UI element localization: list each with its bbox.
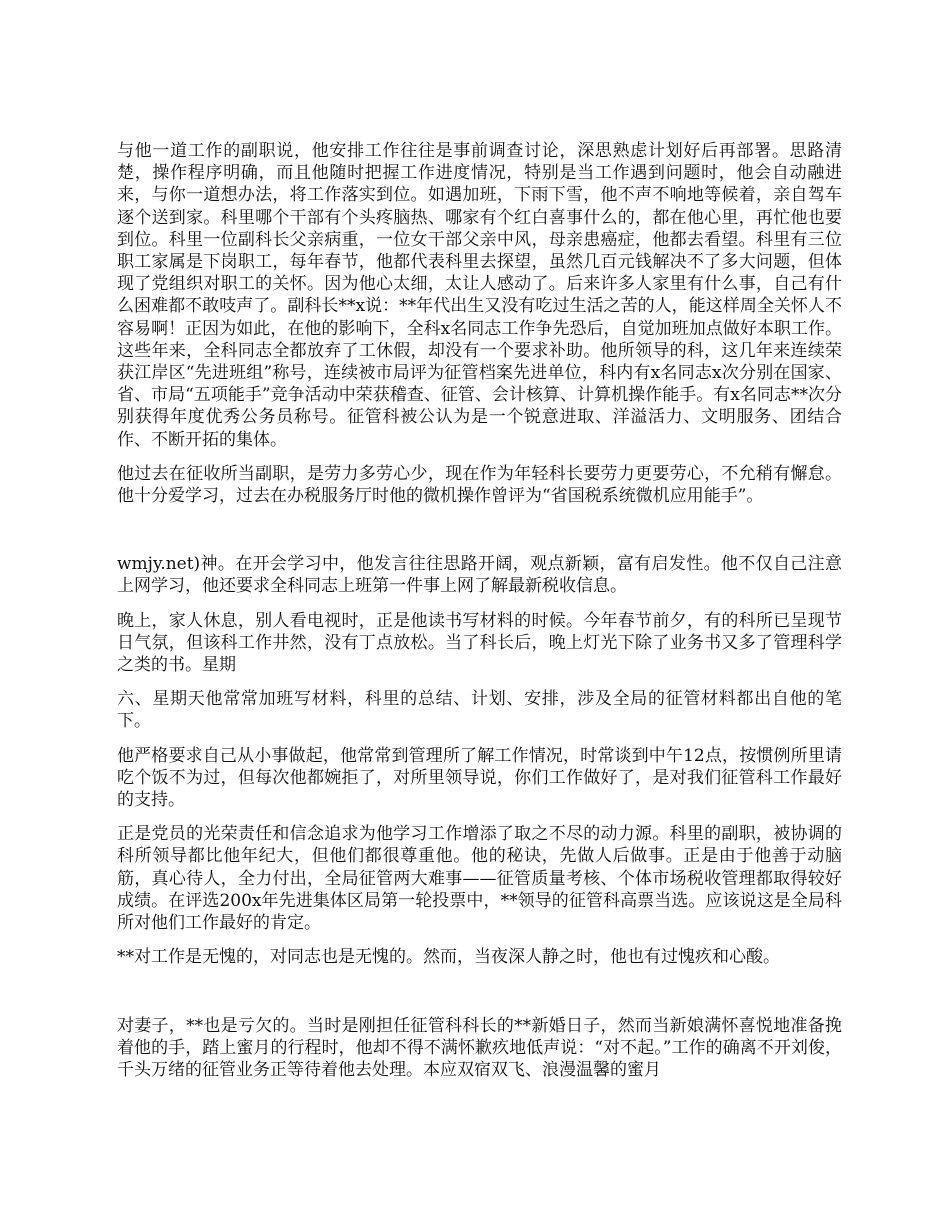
paragraph-no-regret: **对工作是无愧的，对同志也是无愧的。然而，当夜深人静之时，他也有过愧疚和心酸。	[117, 947, 780, 968]
paragraph-meetings: wmjy.net)神。在开会学习中，他发言往往思路开阔，观点新颖，富有启发性。他不仅自己注意上网学习，他还要求全科同志上班第一件事上网了解最新税收信息。	[117, 554, 842, 597]
paragraph-evenings: 晚上，家人休息，别人看电视时，正是他读书写材料的时候。今年春节前夕，有的科所已呈现节日气氛，但该科工作井然，没有丁点放松。当了科长后，晚上灯光下除了业务书又多了管理科学之类的书。星期	[117, 610, 842, 676]
paragraph-wife: 对妻子，**也是亏欠的。当时是刚担任征管科科长的**新婚日子，然而当新娘满怀喜悦地准备挽着他的手，踏上蜜月的行程时，他却不得不满怀歉疚地低声说：“对不起。”工作的确离不开刘俊，千头万绪的征管业务正等待着他去处理。本应双宿双飞、浪漫温馨的蜜月	[117, 1015, 842, 1080]
paragraph-weekends: 六、星期天他常常加班写材料，科里的总结、计划、安排，涉及全局的征管材料都出自他的笔下。	[117, 689, 842, 732]
paragraph-party-duty: 正是党员的光荣责任和信念追求为他学习工作增添了取之不尽的动力源。科里的副职，被协调的科所领导都比他年纪大，但他们都很尊重他。他的秘诀，先做人后做事。正是由于他善于动脑筋，真心待人，全力付出，全局征管两大难事——征管质量考核、个体市场税收管理都取得较好成绩。在评选200x年先进集体区局第一轮投票中，**领导的征管科高票当选。应该说这是全局科所对他们工作最好的肯定。	[117, 824, 842, 934]
paragraph-strict-self: 他严格要求自己从小事做起，他常常到管理所了解工作情况，时常谈到中午12点，按惯例所里请吃个饭不为过，但每次他都婉拒了，对所里领导说，你们工作做好了，是对我们征管科工作最好的支持。	[117, 745, 842, 811]
document-page	[117, 140, 842, 1093]
paragraph-learning: 他过去在征收所当副职，是劳力多劳心少，现在作为年轻科长要劳力更要劳心，不允稍有懈怠。他十分爱学习，过去在办税服务厅时他的微机操作曾评为“省国税系统微机应用能手”。	[117, 463, 842, 507]
paragraph-colleague-praise: 与他一道工作的副职说，他安排工作往往是事前调查讨论，深思熟虑计划好后再部署。思路清楚，操作程序明确，而且他随时把握工作进度情况，特别是当工作遇到问题时，他会自动融进来，与你一道想办法，将工作落实到位。如遇加班，下雨下雪，他不声不响地等候着，亲自驾车逐个送到家。科里哪个干部有个头疼脑热、哪家有个红白喜事什么的，都在他心里，再忙他也要到位。科里一位副科长父亲病重，一位女干部父亲中风，母亲患癌症，他都去看望。科里有三位职工家属是下岗职工，每年春节，他都代表科里去探望，虽然几百元钱解决不了多大问题，但体现了党组织对职工的关怀。因为他心太细，太让人感动了。后来许多人家里有什么事，自己有什么困难都不敢吱声了。副科长**x说：**年代出生又没有吃过生活之苦的人，能这样周全关怀人不容易啊！正因为如此，在他的影响下，全科x名同志工作争先恐后，自觉加班加点做好本职工作。这些年来，全科同志全都放弃了工休假，却没有一个要求补助。他所领导的科，这几年来连续荣获江岸区“先进班组”称号，连续被市局评为征管档案先进单位，科内有x名同志x次分别在国家、省、市局“五项能手”竞争活动中荣获稽查、征管、会计核算、计算机操作能手。有x名同志**次分别获得年度优秀公务员称号。征管科被公认为是一个锐意进取、洋溢活力、文明服务、团结合作、不断开拓的集体。	[117, 141, 842, 450]
